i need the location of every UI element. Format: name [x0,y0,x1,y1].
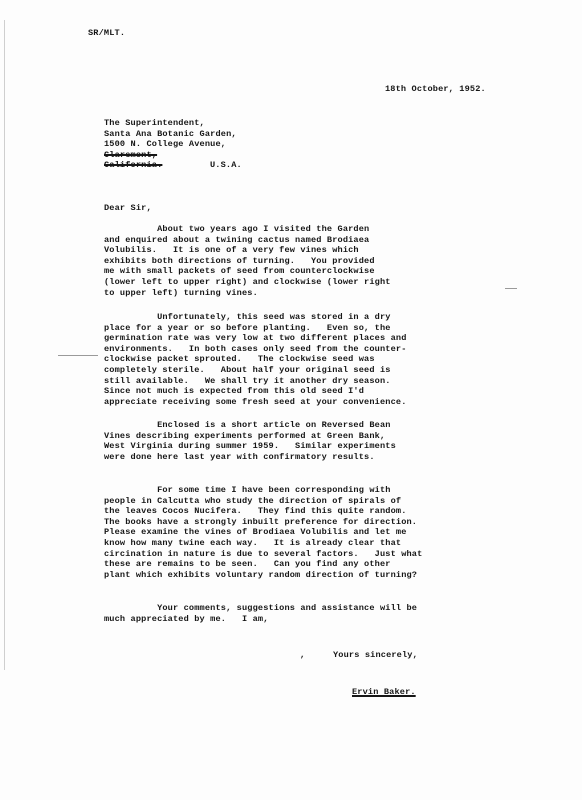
letter-date: 18th October, 1952. [385,84,486,94]
closing-comma: , [300,650,306,660]
paragraph-5 [104,603,417,624]
reference-code: SR/MLT. [88,28,126,38]
paragraph-line: Please examine the vines of Brodiaea Volubilis and let me [104,527,407,538]
paragraph-line: exhibits both directions of turning. You provided [104,255,375,266]
paragraph-line: Enclosed is a short article on Reversed Bean [104,420,391,430]
paragraph-line: and enquired about a twining cactus named Brodiaea [104,234,370,245]
paragraph-line: completely sterile. About half your original seed is [104,364,391,375]
paragraph-line: About two years ago I visited the Garden [104,224,370,234]
paragraph-line: the leaves Cocos Nucifera. They find this quite random. [104,506,407,517]
paragraph-line: were done here last year with confirmatory results. [104,451,375,462]
paragraph-line: Your comments, suggestions and assistance will be [104,603,418,613]
paragraph-line: For some time I have been corresponding with [104,485,391,495]
paragraph-line: clockwise packet sprouted. The clockwise seed was [104,354,375,365]
paragraph-line: much appreciated by me. I am, [104,613,269,624]
scan-margin-mark [58,355,98,356]
closing: Yours sincerely, [333,650,418,660]
paragraph-line: circination in nature is due to several factors. Just what [104,548,423,559]
paragraph-line: appreciate receiving some fresh seed at your convenience. [104,396,407,407]
paragraph-line: people in Calcutta who study the direction of spirals of [104,495,402,506]
paragraph-line: Vines describing experiments performed at Green Bank, [104,430,386,441]
scan-margin-edge [4,20,5,670]
paragraph-4 [104,485,422,580]
paragraph-line: Since not much is expected from this old seed I'd [104,386,365,397]
salutation: Dear Sir, [104,203,152,213]
paragraph-line: germination rate was very low at two different places and [104,333,407,344]
paragraph-line: Unfortunately, this seed was stored in a dry [104,312,391,322]
paragraph-line: Volubilis. It is one of a very few vines which [104,245,359,256]
paragraph-line: me with small packets of seed from counterclockwise [104,266,375,277]
address-line-2: Santa Ana Botanic Garden, [104,128,237,139]
address-line-4: Claremont, [104,149,158,160]
address-country: U.S.A. [210,160,242,171]
address-city: California. [104,160,163,171]
paragraph-line: environments. In both cases only seed from the counter- [104,343,407,354]
paragraph-line: West Virginia during summer 1959. Similar experiments [104,441,396,452]
paragraph-1 [104,224,391,298]
paragraph-line: these are remains to be seen. Can you find any other [104,559,391,570]
paragraph-line: plant which exhibits voluntary random direction of turning? [104,569,418,580]
address-line-1: The Superintendent, [104,118,205,128]
paragraph-line: The books have a strongly inbuilt preference for direction. [104,516,418,527]
paragraph-2 [104,312,407,407]
paragraph-line: (lower left to upper right) and clockwise (lower right [104,276,391,287]
paragraph-3 [104,420,396,462]
paragraph-line: to upper left) turning vines. [104,287,258,298]
paragraph-line: still available. We shall try it another dry season. [104,375,391,386]
paragraph-line: know how many twine each way. It is already clear that [104,537,402,548]
address-line-3: 1500 N. College Avenue, [104,139,227,150]
scan-margin-mark [505,288,517,289]
paragraph-line: place for a year or so before planting. Even so, the [104,322,391,333]
signature-name: Ervin Baker. [352,687,416,697]
